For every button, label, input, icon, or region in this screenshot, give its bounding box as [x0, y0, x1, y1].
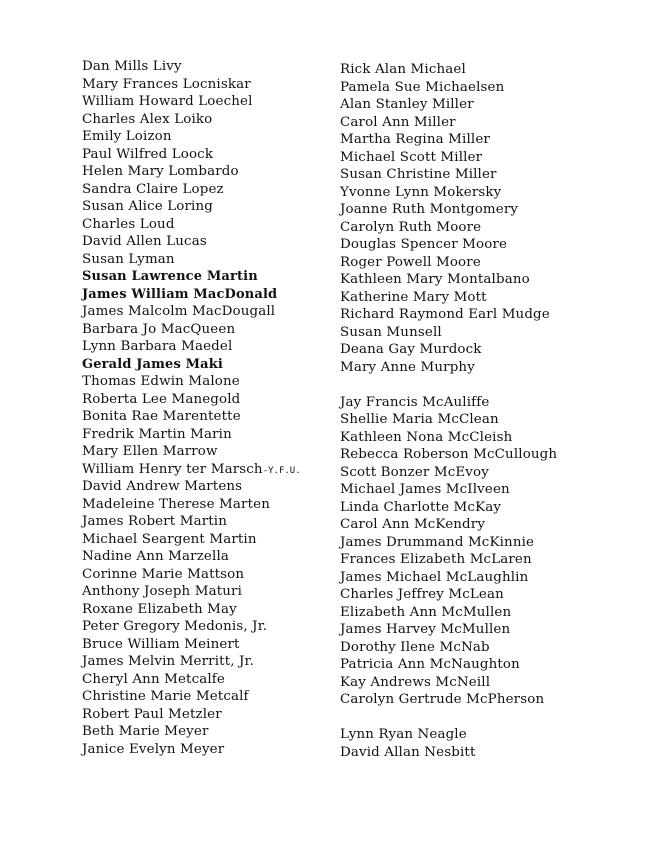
list-item	[82, 356, 342, 374]
person-name: Linda Charlotte McKay	[340, 499, 502, 515]
person-name: Rebecca Roberson McCullough	[340, 447, 558, 462]
person-name: Thomas Edwin Malone	[82, 374, 240, 389]
person-name: Roberta Lee Manegold	[82, 391, 241, 407]
list-item	[340, 604, 640, 622]
person-name: Richard Raymond Earl Mudge	[340, 307, 550, 322]
person-name: Lynn Barbara Maedel	[82, 339, 233, 354]
person-name: Christine Marie Metcalf	[82, 689, 249, 704]
person-name: Bonita Rae Marentette	[82, 409, 241, 424]
list-item	[340, 586, 640, 604]
person-name: Scott Bonzer McEvoy	[340, 464, 489, 480]
list-item	[82, 513, 342, 531]
person-name: Peter Gregory Medonis, Jr.	[82, 619, 268, 634]
person-name: James Melvin Merritt, Jr.	[82, 654, 255, 669]
list-item	[82, 548, 342, 566]
list-item	[340, 149, 640, 167]
person-name: Janice Evelyn Meyer	[82, 741, 225, 757]
yfu-annotation: -Y.F.U.	[262, 465, 301, 476]
person-name: David Allen Lucas	[82, 234, 207, 249]
person-name: Susan Lyman	[82, 251, 175, 267]
person-name: James Malcolm MacDougall	[82, 304, 276, 319]
person-name: James William MacDonald	[82, 286, 278, 302]
list-item	[82, 443, 342, 461]
list-item	[82, 286, 342, 304]
list-item	[340, 481, 640, 499]
left-name-column	[82, 58, 342, 758]
list-item	[340, 446, 640, 464]
person-name: Susan Munsell	[340, 324, 442, 340]
person-name: Helen Mary Lombardo	[82, 164, 239, 179]
person-name: Elizabeth Ann McMullen	[340, 604, 512, 620]
list-item	[82, 583, 342, 601]
list-item	[340, 551, 640, 569]
list-item	[340, 306, 640, 324]
person-name: Roger Powell Moore	[340, 254, 481, 270]
list-item	[340, 96, 640, 114]
person-name: Joanne Ruth Montgomery	[340, 202, 519, 217]
person-name: Mary Anne Murphy	[340, 359, 475, 375]
person-name: Cheryl Ann Metcalfe	[82, 671, 225, 687]
list-item	[340, 79, 640, 97]
person-name: Michael Scott Miller	[340, 149, 483, 165]
list-item	[340, 131, 640, 149]
list-item	[340, 219, 640, 237]
person-name: Dan Mills Livy	[82, 59, 182, 74]
group-spacer	[340, 709, 640, 727]
person-name: James Harvey McMullen	[340, 622, 511, 637]
list-item	[82, 391, 342, 409]
person-name: Susan Christine Miller	[340, 167, 497, 182]
list-item	[340, 534, 640, 552]
person-name: Rick Alan Michael	[340, 62, 466, 77]
list-item	[340, 359, 640, 377]
person-name: Pamela Sue Michaelsen	[340, 79, 505, 95]
person-name: David Allan Nesbitt	[340, 744, 476, 760]
person-name: Michael Seargent Martin	[82, 531, 257, 547]
person-name: Barbara Jo MacQueen	[82, 321, 236, 337]
list-item	[82, 408, 342, 426]
list-item	[340, 656, 640, 674]
person-name: Robert Paul Metzler	[82, 706, 222, 722]
person-name: Mary Ellen Marrow	[82, 444, 218, 459]
list-item	[82, 233, 342, 251]
person-name: Charles Alex Loiko	[82, 111, 213, 127]
list-item	[82, 601, 342, 619]
list-item	[82, 198, 342, 216]
person-name: William Henry ter Marsch	[82, 461, 263, 477]
person-name: Dorothy Ilene McNab	[340, 639, 490, 655]
person-name: Lynn Ryan Neagle	[340, 727, 467, 742]
person-name: Madeleine Therese Marten	[82, 496, 270, 512]
list-item	[340, 429, 640, 447]
person-name: Carolyn Ruth Moore	[340, 219, 482, 235]
list-item	[82, 653, 342, 671]
list-item	[340, 61, 640, 79]
person-name: Jay Francis McAuliffe	[340, 394, 490, 410]
list-item	[82, 216, 342, 234]
person-name: Carol Ann Miller	[340, 114, 456, 130]
list-item	[340, 621, 640, 639]
person-name: Kay Andrews McNeill	[340, 674, 491, 690]
list-item	[82, 303, 342, 321]
person-name: Carolyn Gertrude McPherson	[340, 692, 545, 707]
list-item	[82, 688, 342, 706]
list-item	[340, 201, 640, 219]
person-name: Douglas Spencer Moore	[340, 237, 508, 252]
person-name: James Michael McLaughlin	[340, 569, 529, 585]
person-name: Alan Stanley Miller	[340, 97, 474, 112]
person-name: James Robert Martin	[82, 514, 228, 529]
list-item	[82, 338, 342, 356]
list-item	[340, 674, 640, 692]
person-name: Bruce William Meinert	[82, 636, 240, 652]
list-item	[340, 236, 640, 254]
person-name: William Howard Loechel	[82, 94, 253, 109]
person-name: Susan Alice Loring	[82, 199, 213, 214]
person-name: Nadine Ann Marzella	[82, 549, 230, 564]
person-name: Charles Loud	[82, 216, 175, 232]
group-spacer	[340, 376, 640, 394]
list-item	[82, 618, 342, 636]
list-item	[340, 394, 640, 412]
list-item	[82, 636, 342, 654]
person-name: Deana Gay Murdock	[340, 342, 482, 357]
person-name: Michael James McIlveen	[340, 482, 510, 497]
person-name: Shellie Maria McClean	[340, 412, 499, 427]
list-item	[82, 566, 342, 584]
person-name: Beth Marie Meyer	[82, 724, 209, 739]
list-item	[82, 496, 342, 514]
list-item	[340, 324, 640, 342]
list-item	[82, 58, 342, 76]
list-item	[82, 478, 342, 496]
list-item	[82, 93, 342, 111]
person-name: Corinne Marie Mattson	[82, 566, 245, 582]
person-name: Patricia Ann McNaughton	[340, 657, 520, 672]
person-name: Kathleen Nona McCleish	[340, 429, 513, 445]
person-name: Fredrik Martin Marin	[82, 426, 232, 442]
list-item	[82, 251, 342, 269]
person-name: Sandra Claire Lopez	[82, 181, 224, 197]
list-item	[340, 464, 640, 482]
person-name: Carol Ann McKendry	[340, 517, 486, 532]
person-name: Frances Elizabeth McLaren	[340, 552, 532, 567]
list-item	[82, 268, 342, 286]
list-item	[340, 184, 640, 202]
list-item	[340, 639, 640, 657]
list-item	[82, 671, 342, 689]
list-item	[340, 726, 640, 744]
list-item	[82, 531, 342, 549]
list-item	[340, 691, 640, 709]
person-name: Martha Regina Miller	[340, 132, 490, 147]
list-item	[82, 163, 342, 181]
person-name: Charles Jeffrey McLean	[340, 587, 504, 602]
list-item	[340, 254, 640, 272]
list-item	[340, 744, 640, 762]
person-name: Katherine Mary Mott	[340, 289, 487, 305]
list-item	[82, 321, 342, 339]
list-item	[82, 111, 342, 129]
list-item	[340, 499, 640, 517]
list-item	[340, 341, 640, 359]
person-name: Paul Wilfred Loock	[82, 146, 214, 162]
person-name: Emily Loizon	[82, 129, 172, 144]
list-item	[340, 271, 640, 289]
person-name: Gerald James Maki	[82, 356, 223, 372]
person-name: David Andrew Martens	[82, 479, 243, 494]
list-item	[340, 166, 640, 184]
list-item	[82, 741, 342, 759]
list-item	[82, 706, 342, 724]
person-name: Mary Frances Locniskar	[82, 76, 251, 92]
person-name: Anthony Joseph Maturi	[82, 584, 243, 599]
list-item	[82, 128, 342, 146]
person-name: Kathleen Mary Montalbano	[340, 272, 530, 287]
list-item	[82, 76, 342, 94]
list-item	[82, 146, 342, 164]
list-item	[82, 181, 342, 199]
list-item	[82, 723, 342, 741]
list-item	[82, 461, 342, 479]
list-item	[340, 289, 640, 307]
list-item	[82, 426, 342, 444]
person-name: James Drummand McKinnie	[340, 534, 535, 550]
list-item	[340, 114, 640, 132]
list-item	[340, 569, 640, 587]
list-item	[82, 373, 342, 391]
right-name-column	[340, 61, 640, 761]
person-name: Roxane Elizabeth May	[82, 601, 237, 617]
list-item	[340, 516, 640, 534]
list-item	[340, 411, 640, 429]
person-name: Susan Lawrence Martin	[82, 269, 258, 284]
person-name: Yvonne Lynn Mokersky	[340, 184, 502, 200]
